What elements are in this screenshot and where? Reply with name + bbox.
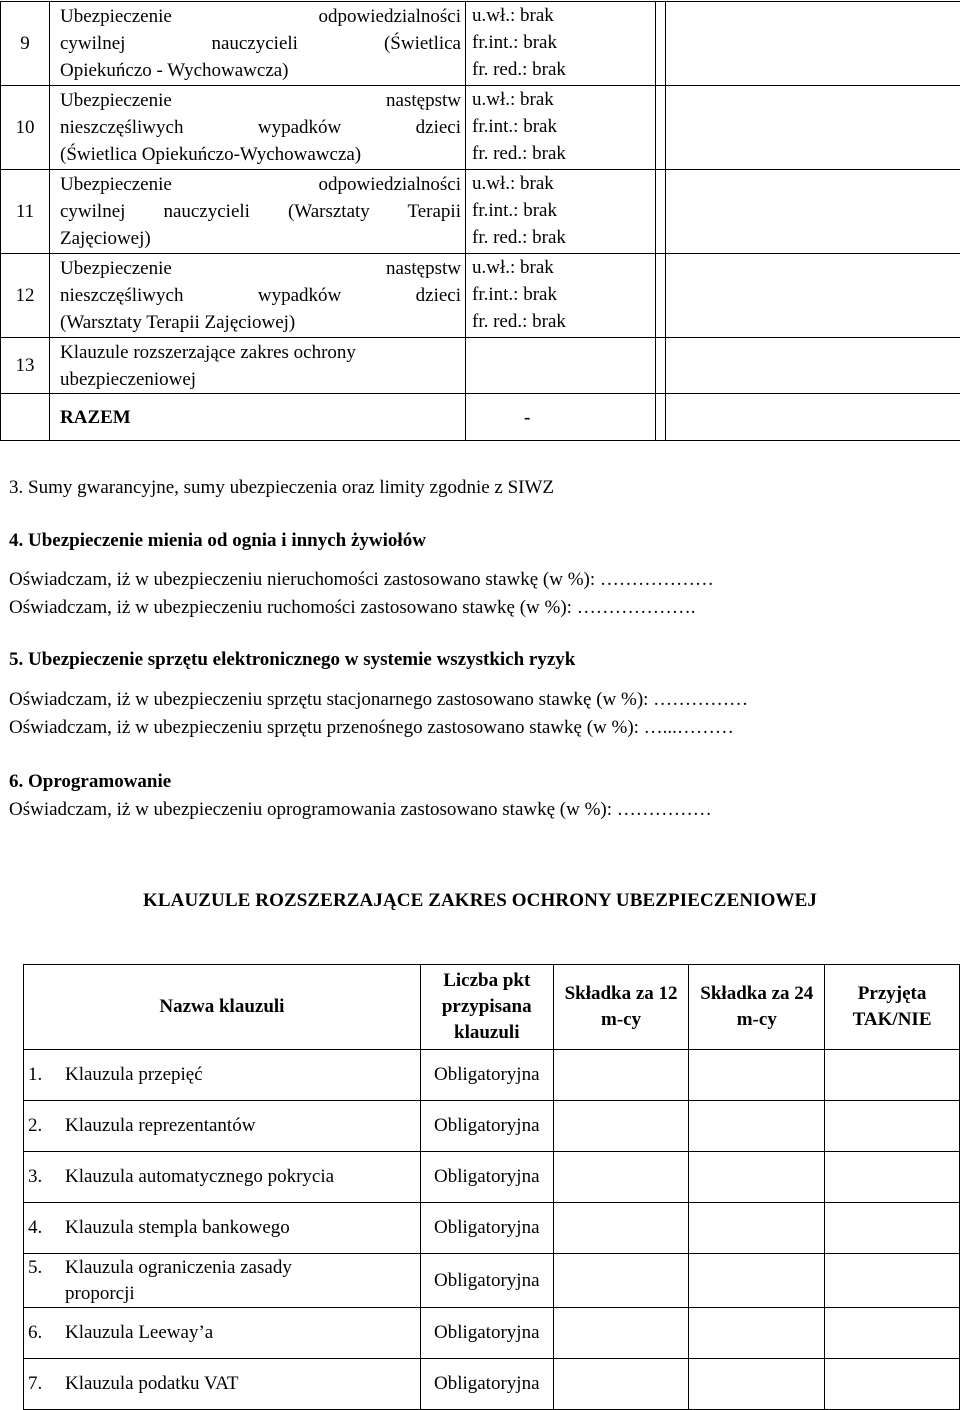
- clause-name: Klauzula automatycznego pokrycia: [65, 1164, 405, 1190]
- risk-table: [0, 1, 960, 441]
- value-line: u.wł.: brak: [472, 170, 655, 197]
- row-description: [50, 2, 466, 86]
- accepted-cell[interactable]: [825, 1152, 960, 1203]
- description-line: cywilnej nauczycieli (Świetlica: [60, 30, 461, 57]
- clause-number: 7.: [28, 1371, 65, 1397]
- empty-cell: [666, 2, 960, 86]
- empty-cell: [666, 394, 960, 441]
- empty-cell: [656, 170, 666, 254]
- clause-points: Obligatoryjna: [420, 1203, 553, 1254]
- total-label: RAZEM: [50, 394, 466, 441]
- row-number: 12: [1, 254, 50, 338]
- accepted-cell[interactable]: [825, 1359, 960, 1410]
- value-line: fr. red.: brak: [472, 224, 655, 251]
- clause-name-cell: [24, 1203, 421, 1254]
- section-5-heading: 5. Ubezpieczenie sprzętu elektronicznego w systemie wszystkich ryzyk: [9, 646, 575, 673]
- clause-points: Obligatoryjna: [420, 1308, 553, 1359]
- table-row: [24, 1308, 960, 1359]
- value-line: fr.int.: brak: [472, 281, 655, 308]
- table-row: [24, 1101, 960, 1152]
- value-line: fr.int.: brak: [472, 29, 655, 56]
- section-6-line-1: Oświadczam, iż w ubezpieczeniu oprogramowania zastosowano stawkę (w %): ……………: [9, 796, 712, 823]
- description-line: nieszczęśliwych wypadków dzieci: [60, 114, 461, 141]
- empty-cell: [666, 170, 960, 254]
- clause-name: Klauzula podatku VAT: [65, 1371, 405, 1397]
- clause-number: 5.: [28, 1255, 65, 1281]
- value-line: u.wł.: brak: [472, 2, 655, 29]
- value-line: u.wł.: brak: [472, 254, 655, 281]
- header-fee-24: Składka za 24 m-cy: [689, 965, 825, 1050]
- section-4-line-2: Oświadczam, iż w ubezpieczeniu ruchomości zastosowano stawkę (w %): ……………….: [9, 594, 695, 621]
- description-line: Ubezpieczenie następstw: [60, 87, 461, 114]
- accepted-cell[interactable]: [825, 1254, 960, 1308]
- row-number: 10: [1, 86, 50, 170]
- clause-name-cell: [24, 1050, 421, 1101]
- table-header-row: [24, 965, 960, 1050]
- empty-cell: [666, 254, 960, 338]
- clause-points: Obligatoryjna: [420, 1359, 553, 1410]
- description-line: (Świetlica Opiekuńczo-Wychowawcza): [60, 141, 461, 168]
- header-points: Liczba pkt przypisana klauzuli: [420, 965, 553, 1050]
- value-line: fr. red.: brak: [472, 56, 655, 83]
- clause-name-cell: [24, 1152, 421, 1203]
- table-row: [24, 1050, 960, 1101]
- description-line: Zajęciowej): [60, 225, 461, 252]
- empty-cell: [1, 394, 50, 441]
- table-row: [1, 338, 960, 394]
- row-number: 13: [1, 338, 50, 394]
- value-line: u.wł.: brak: [472, 86, 655, 113]
- fee-24-cell[interactable]: [689, 1254, 825, 1308]
- clauses-table: [23, 964, 960, 1410]
- table-row: [24, 1254, 960, 1308]
- fee-24-cell[interactable]: [689, 1101, 825, 1152]
- table-row: [1, 86, 960, 170]
- total-row: [1, 394, 960, 441]
- clause-number: 6.: [28, 1320, 65, 1346]
- fee-24-cell[interactable]: [689, 1308, 825, 1359]
- fee-12-cell[interactable]: [553, 1203, 689, 1254]
- row-description: [50, 338, 466, 394]
- section-3-text: 3. Sumy gwarancyjne, sumy ubezpieczenia oraz limity zgodnie z SIWZ: [9, 474, 554, 501]
- accepted-cell[interactable]: [825, 1050, 960, 1101]
- clause-points: Obligatoryjna: [420, 1101, 553, 1152]
- description-line: cywilnej nauczycieli (Warsztaty Terapii: [60, 198, 461, 225]
- clauses-title: KLAUZULE ROZSZERZAJĄCE ZAKRES OCHRONY UBEZPIECZENIOWEJ: [0, 887, 960, 914]
- row-description: [50, 86, 466, 170]
- row-values: [466, 2, 656, 86]
- description-line: ubezpieczeniowej: [60, 366, 461, 393]
- empty-cell: [666, 338, 960, 394]
- clause-name-cell: [24, 1359, 421, 1410]
- row-values: [466, 254, 656, 338]
- empty-cell: [656, 86, 666, 170]
- empty-cell: [656, 2, 666, 86]
- header-name: Nazwa klauzuli: [24, 965, 421, 1050]
- section-4-heading: 4. Ubezpieczenie mienia od ognia i innych żywiołów: [9, 527, 426, 554]
- header-accepted: Przyjęta TAK/NIE: [825, 965, 960, 1050]
- value-line: fr. red.: brak: [472, 140, 655, 167]
- total-value: -: [466, 394, 656, 441]
- table-row: [1, 2, 960, 86]
- description-line: Ubezpieczenie następstw: [60, 255, 461, 282]
- clause-points: Obligatoryjna: [420, 1152, 553, 1203]
- fee-12-cell[interactable]: [553, 1359, 689, 1410]
- empty-cell: [656, 254, 666, 338]
- clause-name-cell: [24, 1308, 421, 1359]
- accepted-cell[interactable]: [825, 1101, 960, 1152]
- clause-name: Klauzula przepięć: [65, 1062, 405, 1088]
- row-values: [466, 86, 656, 170]
- empty-cell: [656, 338, 666, 394]
- clause-name: Klauzula reprezentantów: [65, 1113, 405, 1139]
- row-number: 9: [1, 2, 50, 86]
- fee-24-cell[interactable]: [689, 1203, 825, 1254]
- section-6-heading: 6. Oprogramowanie: [9, 768, 171, 795]
- table-row: [24, 1203, 960, 1254]
- fee-12-cell[interactable]: [553, 1050, 689, 1101]
- section-4-line-1: Oświadczam, iż w ubezpieczeniu nieruchomości zastosowano stawkę (w %): ………………: [9, 566, 714, 593]
- clause-name: Klauzula stempla bankowego: [65, 1215, 405, 1241]
- clause-name: Klauzula ograniczenia zasady proporcji: [65, 1255, 335, 1307]
- value-line: fr.int.: brak: [472, 197, 655, 224]
- section-5-line-2: Oświadczam, iż w ubezpieczeniu sprzętu przenośnego zastosowano stawkę (w %): …...………: [9, 714, 734, 741]
- clause-number: 1.: [28, 1062, 65, 1088]
- description-line: Opiekuńczo - Wychowawcza): [60, 57, 461, 84]
- fee-24-cell[interactable]: [689, 1050, 825, 1101]
- description-line: Klauzule rozszerzające zakres ochrony: [60, 339, 461, 366]
- empty-cell: [656, 394, 666, 441]
- value-line: fr. red.: brak: [472, 308, 655, 335]
- empty-cell: [666, 86, 960, 170]
- row-number: 11: [1, 170, 50, 254]
- table-row: [1, 254, 960, 338]
- clause-number: 4.: [28, 1215, 65, 1241]
- section-5-line-1: Oświadczam, iż w ubezpieczeniu sprzętu stacjonarnego zastosowano stawkę (w %): ……………: [9, 686, 748, 713]
- row-values: [466, 338, 656, 394]
- accepted-cell[interactable]: [825, 1203, 960, 1254]
- row-values: [466, 170, 656, 254]
- value-line: fr.int.: brak: [472, 113, 655, 140]
- row-description: [50, 170, 466, 254]
- table-row: [1, 170, 960, 254]
- table-row: [24, 1152, 960, 1203]
- fee-24-cell[interactable]: [689, 1359, 825, 1410]
- table-row: [24, 1359, 960, 1410]
- clause-number: 3.: [28, 1164, 65, 1190]
- clause-name-cell: [24, 1254, 421, 1308]
- fee-12-cell[interactable]: [553, 1254, 689, 1308]
- fee-12-cell[interactable]: [553, 1101, 689, 1152]
- description-line: nieszczęśliwych wypadków dzieci: [60, 282, 461, 309]
- fee-12-cell[interactable]: [553, 1308, 689, 1359]
- clause-name-cell: [24, 1101, 421, 1152]
- header-fee-12: Składka za 12 m-cy: [553, 965, 689, 1050]
- description-line: Ubezpieczenie odpowiedzialności: [60, 171, 461, 198]
- clause-name: Klauzula Leeway’a: [65, 1320, 405, 1346]
- clause-points: Obligatoryjna: [420, 1254, 553, 1308]
- fee-12-cell[interactable]: [553, 1152, 689, 1203]
- row-description: [50, 254, 466, 338]
- description-line: (Warsztaty Terapii Zajęciowej): [60, 309, 461, 336]
- clause-number: 2.: [28, 1113, 65, 1139]
- accepted-cell[interactable]: [825, 1308, 960, 1359]
- clause-points: Obligatoryjna: [420, 1050, 553, 1101]
- description-line: Ubezpieczenie odpowiedzialności: [60, 3, 461, 30]
- fee-24-cell[interactable]: [689, 1152, 825, 1203]
